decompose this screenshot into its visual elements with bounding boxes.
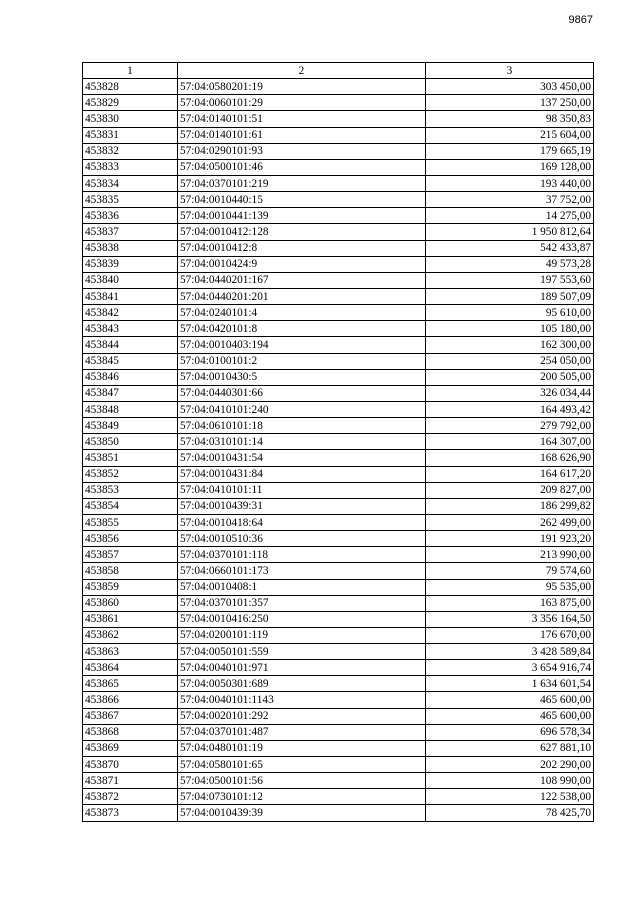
value-cell: 168 626,90: [426, 450, 594, 466]
cadastral-number-cell: 57:04:0500101:46: [178, 159, 426, 175]
table-row: [83, 514, 594, 530]
cadastral-number-cell: 57:04:0010441:139: [178, 208, 426, 224]
table-row: [83, 192, 594, 208]
cadastral-number-cell: 57:04:0140101:51: [178, 111, 426, 127]
cadastral-number-cell: 57:04:0010440:15: [178, 192, 426, 208]
value-cell: 627 881,10: [426, 740, 594, 756]
page-number: 9867: [568, 14, 593, 26]
row-number-cell: 453849: [83, 418, 178, 434]
cadastral-number-cell: 57:04:0050101:559: [178, 644, 426, 660]
table-row: [83, 805, 594, 821]
cadastral-number-cell: 57:04:0240101:4: [178, 305, 426, 321]
table-row: [83, 482, 594, 498]
row-number-cell: 453834: [83, 175, 178, 191]
row-number-cell: 453864: [83, 660, 178, 676]
table-row: [83, 353, 594, 369]
column-header-3: 3: [426, 63, 594, 79]
row-number-cell: 453867: [83, 708, 178, 724]
cadastral-number-cell: 57:04:0580101:65: [178, 757, 426, 773]
table-row: [83, 385, 594, 401]
cadastral-number-cell: 57:04:0060101:29: [178, 95, 426, 111]
cadastral-number-cell: 57:04:0420101:8: [178, 321, 426, 337]
table-row: [83, 450, 594, 466]
row-number-cell: 453830: [83, 111, 178, 127]
table-header-row: [83, 63, 594, 79]
table-row: [83, 563, 594, 579]
cadastral-number-cell: 57:04:0010439:31: [178, 498, 426, 514]
row-number-cell: 453837: [83, 224, 178, 240]
value-cell: 98 350,83: [426, 111, 594, 127]
cadastral-number-cell: 57:04:0290101:93: [178, 143, 426, 159]
table-row: [83, 660, 594, 676]
table-row: [83, 127, 594, 143]
cadastral-number-cell: 57:04:0040101:971: [178, 660, 426, 676]
row-number-cell: 453862: [83, 627, 178, 643]
cadastral-number-cell: 57:04:0370101:487: [178, 724, 426, 740]
value-cell: 179 665,19: [426, 143, 594, 159]
value-cell: 262 499,00: [426, 514, 594, 530]
table-row: [83, 418, 594, 434]
row-number-cell: 453841: [83, 288, 178, 304]
value-cell: 105 180,00: [426, 321, 594, 337]
row-number-cell: 453872: [83, 789, 178, 805]
value-cell: 209 827,00: [426, 482, 594, 498]
row-number-cell: 453845: [83, 353, 178, 369]
value-cell: 197 553,60: [426, 272, 594, 288]
table-row: [83, 676, 594, 692]
column-header-2: 2: [178, 63, 426, 79]
row-number-cell: 453871: [83, 773, 178, 789]
cadastral-number-cell: 57:04:0010412:8: [178, 240, 426, 256]
row-number-cell: 453840: [83, 272, 178, 288]
table-row: [83, 224, 594, 240]
cadastral-number-cell: 57:04:0010418:64: [178, 514, 426, 530]
row-number-cell: 453853: [83, 482, 178, 498]
row-number-cell: 453858: [83, 563, 178, 579]
table-row: [83, 272, 594, 288]
row-number-cell: 453835: [83, 192, 178, 208]
value-cell: 163 875,00: [426, 595, 594, 611]
cadastral-number-cell: 57:04:0370101:219: [178, 175, 426, 191]
table-row: [83, 692, 594, 708]
cadastral-number-cell: 57:04:0440201:167: [178, 272, 426, 288]
cadastral-number-cell: 57:04:0010412:128: [178, 224, 426, 240]
row-number-cell: 453828: [83, 79, 178, 95]
table-row: [83, 498, 594, 514]
table-row: [83, 159, 594, 175]
value-cell: 37 752,00: [426, 192, 594, 208]
row-number-cell: 453868: [83, 724, 178, 740]
table-row: [83, 369, 594, 385]
table-row: [83, 305, 594, 321]
row-number-cell: 453847: [83, 385, 178, 401]
value-cell: 95 535,00: [426, 579, 594, 595]
row-number-cell: 453846: [83, 369, 178, 385]
cadastral-number-cell: 57:04:0730101:12: [178, 789, 426, 805]
value-cell: 213 990,00: [426, 547, 594, 563]
row-number-cell: 453842: [83, 305, 178, 321]
value-cell: 200 505,00: [426, 369, 594, 385]
row-number-cell: 453848: [83, 401, 178, 417]
table-row: [83, 337, 594, 353]
cadastral-number-cell: 57:04:0440201:201: [178, 288, 426, 304]
cadastral-number-cell: 57:04:0660101:173: [178, 563, 426, 579]
value-cell: 465 600,00: [426, 708, 594, 724]
value-cell: 122 538,00: [426, 789, 594, 805]
value-cell: 215 604,00: [426, 127, 594, 143]
cadastral-number-cell: 57:04:0050301:689: [178, 676, 426, 692]
table-row: [83, 143, 594, 159]
value-cell: 303 450,00: [426, 79, 594, 95]
table-row: [83, 595, 594, 611]
cadastral-number-cell: 57:04:0200101:119: [178, 627, 426, 643]
cadastral-number-cell: 57:04:0310101:14: [178, 434, 426, 450]
row-number-cell: 453833: [83, 159, 178, 175]
data-table: [82, 62, 594, 822]
row-number-cell: 453861: [83, 611, 178, 627]
value-cell: 95 610,00: [426, 305, 594, 321]
row-number-cell: 453844: [83, 337, 178, 353]
table-row: [83, 757, 594, 773]
value-cell: 465 600,00: [426, 692, 594, 708]
cadastral-number-cell: 57:04:0010430:5: [178, 369, 426, 385]
table-row: [83, 740, 594, 756]
table-row: [83, 256, 594, 272]
table-row: [83, 466, 594, 482]
value-cell: 164 307,00: [426, 434, 594, 450]
table-row: [83, 175, 594, 191]
row-number-cell: 453839: [83, 256, 178, 272]
cadastral-number-cell: 57:04:0140101:61: [178, 127, 426, 143]
table-row: [83, 547, 594, 563]
value-cell: 79 574,60: [426, 563, 594, 579]
cadastral-number-cell: 57:04:0410101:240: [178, 401, 426, 417]
value-cell: 78 425,70: [426, 805, 594, 821]
value-cell: 696 578,34: [426, 724, 594, 740]
column-header-1: 1: [83, 63, 178, 79]
row-number-cell: 453869: [83, 740, 178, 756]
value-cell: 1 950 812,64: [426, 224, 594, 240]
row-number-cell: 453838: [83, 240, 178, 256]
value-cell: 137 250,00: [426, 95, 594, 111]
table-row: [83, 240, 594, 256]
table-row: [83, 789, 594, 805]
table-row: [83, 321, 594, 337]
value-cell: 189 507,09: [426, 288, 594, 304]
row-number-cell: 453832: [83, 143, 178, 159]
value-cell: 3 356 164,50: [426, 611, 594, 627]
row-number-cell: 453843: [83, 321, 178, 337]
value-cell: 164 617,20: [426, 466, 594, 482]
cadastral-number-cell: 57:04:0610101:18: [178, 418, 426, 434]
row-number-cell: 453866: [83, 692, 178, 708]
cadastral-number-cell: 57:04:0010431:84: [178, 466, 426, 482]
row-number-cell: 453856: [83, 531, 178, 547]
value-cell: 186 299,82: [426, 498, 594, 514]
value-cell: 162 300,00: [426, 337, 594, 353]
row-number-cell: 453836: [83, 208, 178, 224]
row-number-cell: 453850: [83, 434, 178, 450]
row-number-cell: 453857: [83, 547, 178, 563]
row-number-cell: 453860: [83, 595, 178, 611]
cadastral-number-cell: 57:04:0580201:19: [178, 79, 426, 95]
cadastral-number-cell: 57:04:0010403:194: [178, 337, 426, 353]
cadastral-number-cell: 57:04:0040101:1143: [178, 692, 426, 708]
cadastral-number-cell: 57:04:0370101:118: [178, 547, 426, 563]
table-row: [83, 773, 594, 789]
value-cell: 3 428 589,84: [426, 644, 594, 660]
cadastral-number-cell: 57:04:0010408:1: [178, 579, 426, 595]
table-row: [83, 579, 594, 595]
table-row: [83, 708, 594, 724]
row-number-cell: 453870: [83, 757, 178, 773]
table-row: [83, 627, 594, 643]
cadastral-number-cell: 57:04:0010416:250: [178, 611, 426, 627]
value-cell: 169 128,00: [426, 159, 594, 175]
row-number-cell: 453855: [83, 514, 178, 530]
cadastral-number-cell: 57:04:0100101:2: [178, 353, 426, 369]
value-cell: 542 433,87: [426, 240, 594, 256]
value-cell: 3 654 916,74: [426, 660, 594, 676]
value-cell: 279 792,00: [426, 418, 594, 434]
row-number-cell: 453831: [83, 127, 178, 143]
row-number-cell: 453854: [83, 498, 178, 514]
cadastral-number-cell: 57:04:0480101:19: [178, 740, 426, 756]
value-cell: 202 290,00: [426, 757, 594, 773]
table-row: [83, 79, 594, 95]
table-row: [83, 111, 594, 127]
row-number-cell: 453863: [83, 644, 178, 660]
table-row: [83, 434, 594, 450]
value-cell: 49 573,28: [426, 256, 594, 272]
cadastral-number-cell: 57:04:0370101:357: [178, 595, 426, 611]
value-cell: 254 050,00: [426, 353, 594, 369]
cadastral-number-cell: 57:04:0410101:11: [178, 482, 426, 498]
table-row: [83, 611, 594, 627]
cadastral-number-cell: 57:04:0010424:9: [178, 256, 426, 272]
table-body: [83, 79, 594, 821]
table-row: [83, 208, 594, 224]
table-row: [83, 288, 594, 304]
value-cell: 108 990,00: [426, 773, 594, 789]
value-cell: 14 275,00: [426, 208, 594, 224]
cadastral-number-cell: 57:04:0020101:292: [178, 708, 426, 724]
cadastral-number-cell: 57:04:0010439:39: [178, 805, 426, 821]
row-number-cell: 453859: [83, 579, 178, 595]
cadastral-number-cell: 57:04:0010431:54: [178, 450, 426, 466]
value-cell: 1 634 601,54: [426, 676, 594, 692]
row-number-cell: 453829: [83, 95, 178, 111]
cadastral-number-cell: 57:04:0440301:66: [178, 385, 426, 401]
row-number-cell: 453852: [83, 466, 178, 482]
cadastral-number-cell: 57:04:0500101:56: [178, 773, 426, 789]
table-row: [83, 644, 594, 660]
table-row: [83, 95, 594, 111]
value-cell: 193 440,00: [426, 175, 594, 191]
table-row: [83, 401, 594, 417]
table-row: [83, 531, 594, 547]
value-cell: 191 923,20: [426, 531, 594, 547]
row-number-cell: 453873: [83, 805, 178, 821]
value-cell: 164 493,42: [426, 401, 594, 417]
row-number-cell: 453851: [83, 450, 178, 466]
cadastral-number-cell: 57:04:0010510:36: [178, 531, 426, 547]
value-cell: 176 670,00: [426, 627, 594, 643]
table-row: [83, 724, 594, 740]
row-number-cell: 453865: [83, 676, 178, 692]
value-cell: 326 034,44: [426, 385, 594, 401]
